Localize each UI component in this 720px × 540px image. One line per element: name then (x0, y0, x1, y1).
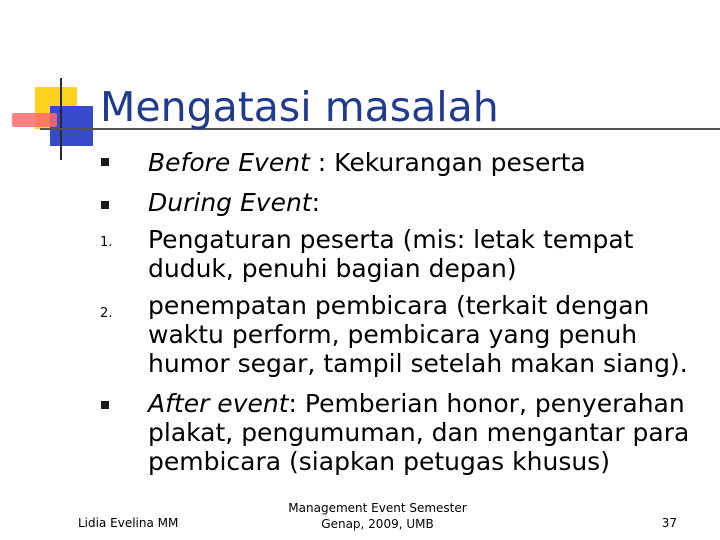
square-bullet-icon (101, 201, 109, 209)
bullet-text: : Pemberian honor, penyerahan plakat, pengumuman, dan mengantar para pembicara (siapkan petugas khusus) (148, 389, 690, 476)
decor-red-bar (12, 113, 57, 127)
bullet-text: : Kekurangan peserta (309, 148, 586, 177)
bullet-text: : (311, 188, 321, 217)
footer-course-line1: Management Event Semester (288, 501, 467, 515)
numbered-item-1: Pengaturan peserta (mis: letak tempat duduk, penuhi bagian depan) (148, 225, 634, 283)
decor-vertical-line (60, 78, 62, 160)
footer-author: Lidia Evelina MM (78, 516, 179, 530)
numbered-item-2: penempatan pembicara (terkait dengan waktu perform, pembicara yang penuh humor segar, tampil setelah makan siang). (148, 291, 688, 378)
list-number: 2. (100, 306, 113, 321)
bullet-item-during-event (148, 188, 698, 217)
list-number: 1. (100, 235, 113, 250)
bullet-item-before-event (148, 148, 698, 177)
bullet-term: Before Event (148, 148, 310, 177)
square-bullet-icon (101, 158, 109, 166)
bullet-term: After event (148, 389, 289, 418)
footer-course-line2: Genap, 2009, UMB (321, 517, 434, 531)
page-number: 37 (661, 516, 677, 530)
footer-course (270, 500, 485, 532)
slide-title: Mengatasi masalah (100, 83, 499, 131)
bullet-item-after-event (148, 389, 698, 476)
bullet-term: During Event (148, 188, 312, 217)
square-bullet-icon (101, 401, 109, 409)
